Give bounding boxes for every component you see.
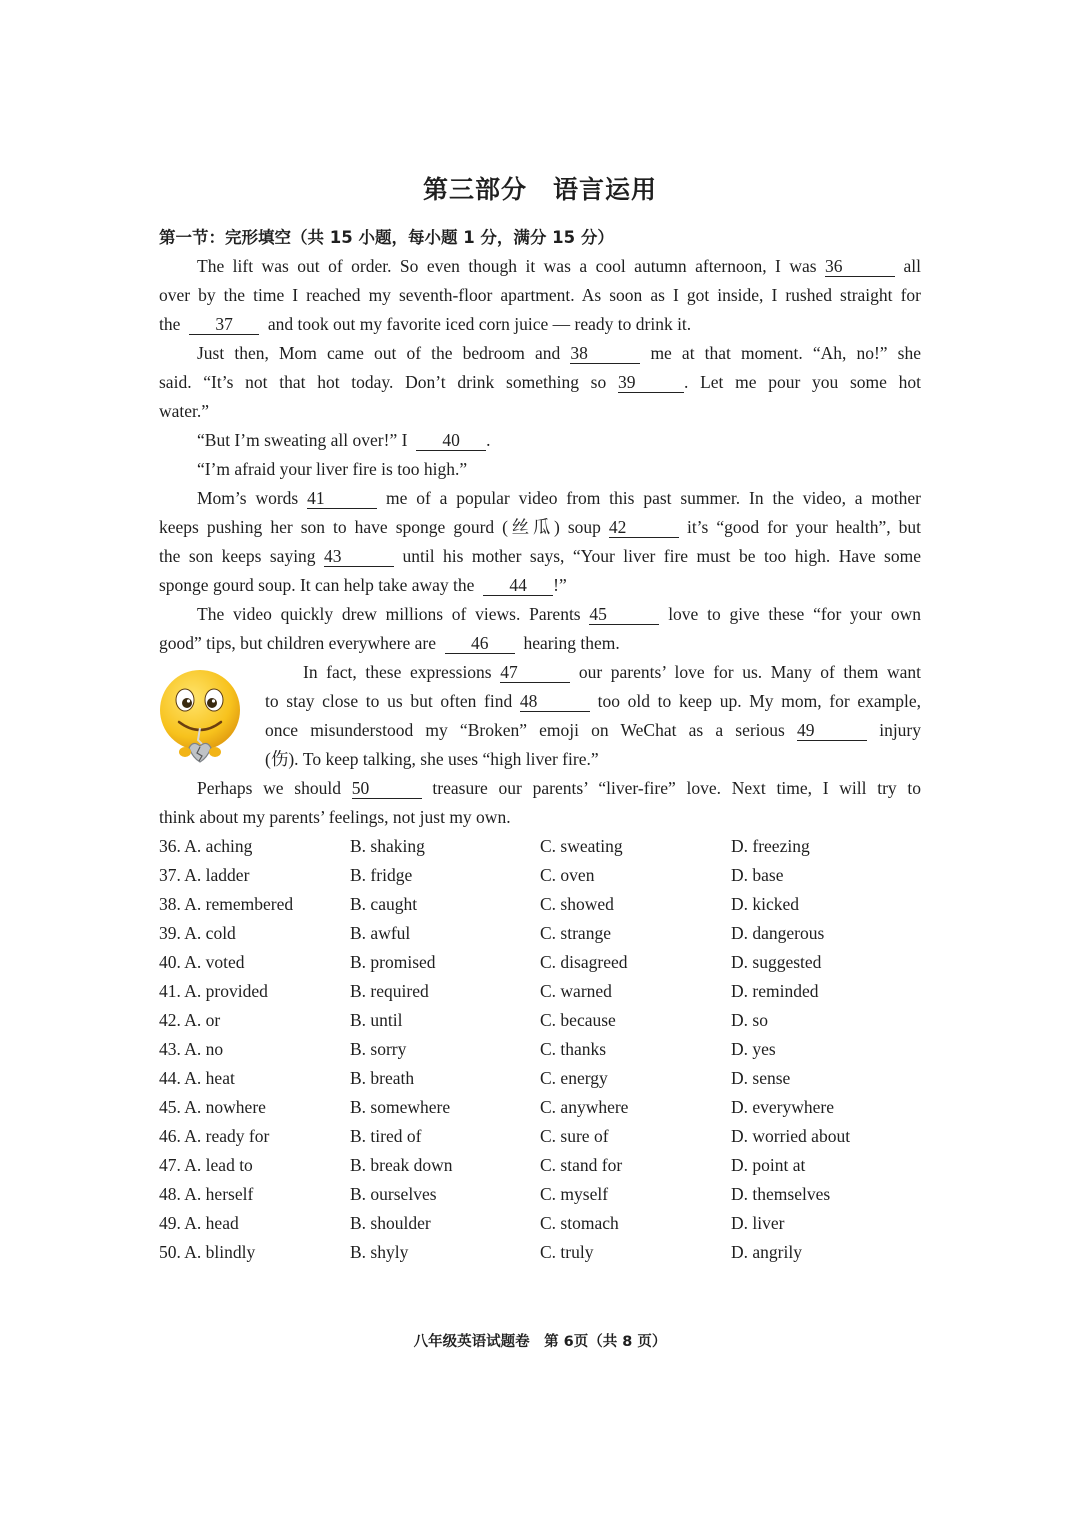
option-c: C. oven [540,865,595,885]
option-a: 41. A. provided [159,981,268,1001]
option-b: B. shoulder [350,1213,431,1233]
option-c: C. thanks [540,1039,607,1059]
passage-line-1: The lift was out of order. So even though it was a cool autumn afternoon, I was 36 all [197,256,922,276]
option-b: B. somewhere [350,1097,451,1117]
option-d: D. dangerous [731,923,825,943]
option-b: B. shyly [350,1242,409,1262]
passage-line-14: good” tips, but children everywhere are 46 hearing them. [159,633,620,653]
passage-line-19: Perhaps we should 50 treasure our parents’ “liver-fire” love. Next time, I will try to [197,778,921,798]
blank-50: 50 [352,778,422,799]
option-a: 48. A. herself [159,1184,254,1204]
option-c: C. warned [540,981,612,1001]
title-part-1: 第三部分 [422,175,527,204]
option-b: B. sorry [350,1039,407,1059]
option-b: B. fridge [350,865,413,885]
passage-line-10: keeps pushing her son to have sponge gourd (丝瓜) soup 42 it’s “good for your health”, but [159,517,921,537]
option-d: D. point at [731,1155,806,1175]
option-b: B. until [350,1010,403,1030]
passage-line-12: sponge gourd soup. It can help take away the 44 !” [159,575,567,595]
option-b: B. break down [350,1155,453,1175]
option-row [0,1151,1080,1180]
broken-heart-smiley-emoji-icon [157,668,243,764]
section-heading: 第一节：完形填空（共 15 小题，每小题 1 分，满分 15 分） [159,228,614,247]
option-d: D. suggested [731,952,822,972]
blank-47: 47 [500,662,570,683]
page-footer: 八年级英语试题卷 第 6页（共 8 页） [413,1334,667,1350]
passage-line-13: The video quickly drew millions of views. Parents 45 love to give these “for your own [197,604,922,624]
option-row [0,832,1080,861]
option-a: 49. A. head [159,1213,239,1233]
option-c: C. because [540,1010,616,1030]
option-row [0,1006,1080,1035]
option-c: C. anywhere [540,1097,629,1117]
option-c: C. sweating [540,836,623,856]
option-b: B. shaking [350,836,425,856]
passage-line-9: Mom’s words 41 me of a popular video from this past summer. In the video, a mother [197,488,922,508]
option-row [0,1238,1080,1267]
option-d: D. freezing [731,836,810,856]
option-row [0,919,1080,948]
option-c: C. energy [540,1068,608,1088]
option-row [0,1035,1080,1064]
blank-38: 38 [570,343,640,364]
option-row [0,1180,1080,1209]
option-row [0,890,1080,919]
option-d: D. worried about [731,1126,851,1146]
blank-39: 39 [618,372,684,393]
option-a: 40. A. voted [159,952,245,972]
option-d: D. sense [731,1068,791,1088]
option-a: 37. A. ladder [159,865,250,885]
option-d: D. angrily [731,1242,802,1262]
blank-48: 48 [520,691,590,712]
option-b: B. tired of [350,1126,422,1146]
option-row [0,861,1080,890]
passage-line-11: the son keeps saying 43 until his mother says, “Your liver fire must be too high. Have some [159,546,921,566]
option-row [0,1122,1080,1151]
option-c: C. sure of [540,1126,609,1146]
option-a: 38. A. remembered [159,894,294,914]
passage-line-5: said. “It’s not that hot today. Don’t drink something so 39 . Let me pour you some hot [159,372,922,392]
passage-line-15: In fact, these expressions 47 our parents’ love for us. Many of them want [303,662,921,682]
page-title [0,170,1080,206]
option-d: D. liver [731,1213,785,1233]
option-d: D. themselves [731,1184,831,1204]
passage-line-20: think about my parents’ feelings, not just my own. [159,807,511,827]
option-c: C. stomach [540,1213,619,1233]
option-c: C. disagreed [540,952,628,972]
option-a: 46. A. ready for [159,1126,270,1146]
passage-line-18: (伤). To keep talking, she uses “high liver fire.” [265,749,599,769]
option-c: C. myself [540,1184,609,1204]
blank-45: 45 [589,604,659,625]
option-b: B. required [350,981,429,1001]
option-row [0,977,1080,1006]
option-a: 45. A. nowhere [159,1097,266,1117]
option-a: 50. A. blindly [159,1242,256,1262]
option-row [0,1209,1080,1238]
passage-line-6: water.” [159,401,210,421]
option-c: C. truly [540,1242,594,1262]
passage-line-7: “But I’m sweating all over!” I 40 . [197,430,491,450]
option-a: 36. A. aching [159,836,253,856]
option-a: 42. A. or [159,1010,221,1030]
option-d: D. kicked [731,894,800,914]
passage-line-3: the 37 and took out my favorite iced corn juice — ready to drink it. [159,314,692,334]
option-b: B. ourselves [350,1184,437,1204]
passage-line-2: over by the time I reached my seventh-floor apartment. As soon as I got inside, I rushed straight for [159,285,921,305]
option-row [0,1093,1080,1122]
option-c: C. stand for [540,1155,623,1175]
option-d: D. everywhere [731,1097,835,1117]
blank-43: 43 [324,546,394,567]
option-a: 44. A. heat [159,1068,235,1088]
option-c: C. strange [540,923,611,943]
passage-line-16: to stay close to us but often find 48 too old to keep up. My mom, for example, [265,691,922,711]
option-row [0,948,1080,977]
option-a: 43. A. no [159,1039,224,1059]
blank-40: 40 [416,430,486,451]
option-a: 39. A. cold [159,923,236,943]
option-b: B. promised [350,952,436,972]
blank-36: 36 [825,256,895,277]
blank-42: 42 [609,517,679,538]
blank-44: 44 [483,575,553,596]
option-b: B. caught [350,894,418,914]
option-b: B. breath [350,1068,415,1088]
option-d: D. so [731,1010,768,1030]
passage-line-17: once misunderstood my “Broken” emoji on WeChat as a serious 49 injury [265,720,922,740]
option-c: C. showed [540,894,614,914]
option-d: D. reminded [731,981,819,1001]
blank-46: 46 [445,633,515,654]
blank-41: 41 [307,488,377,509]
option-d: D. base [731,865,784,885]
option-row [0,1064,1080,1093]
option-d: D. yes [731,1039,776,1059]
blank-37: 37 [189,314,259,335]
passage-line-4: Just then, Mom came out of the bedroom and 38 me at that moment. “Ah, no!” she [197,343,922,363]
blank-49: 49 [797,720,867,741]
option-b: B. awful [350,923,411,943]
title-part-2: 语言运用 [553,175,658,204]
passage-line-8: “I’m afraid your liver fire is too high.” [197,459,468,479]
option-a: 47. A. lead to [159,1155,253,1175]
